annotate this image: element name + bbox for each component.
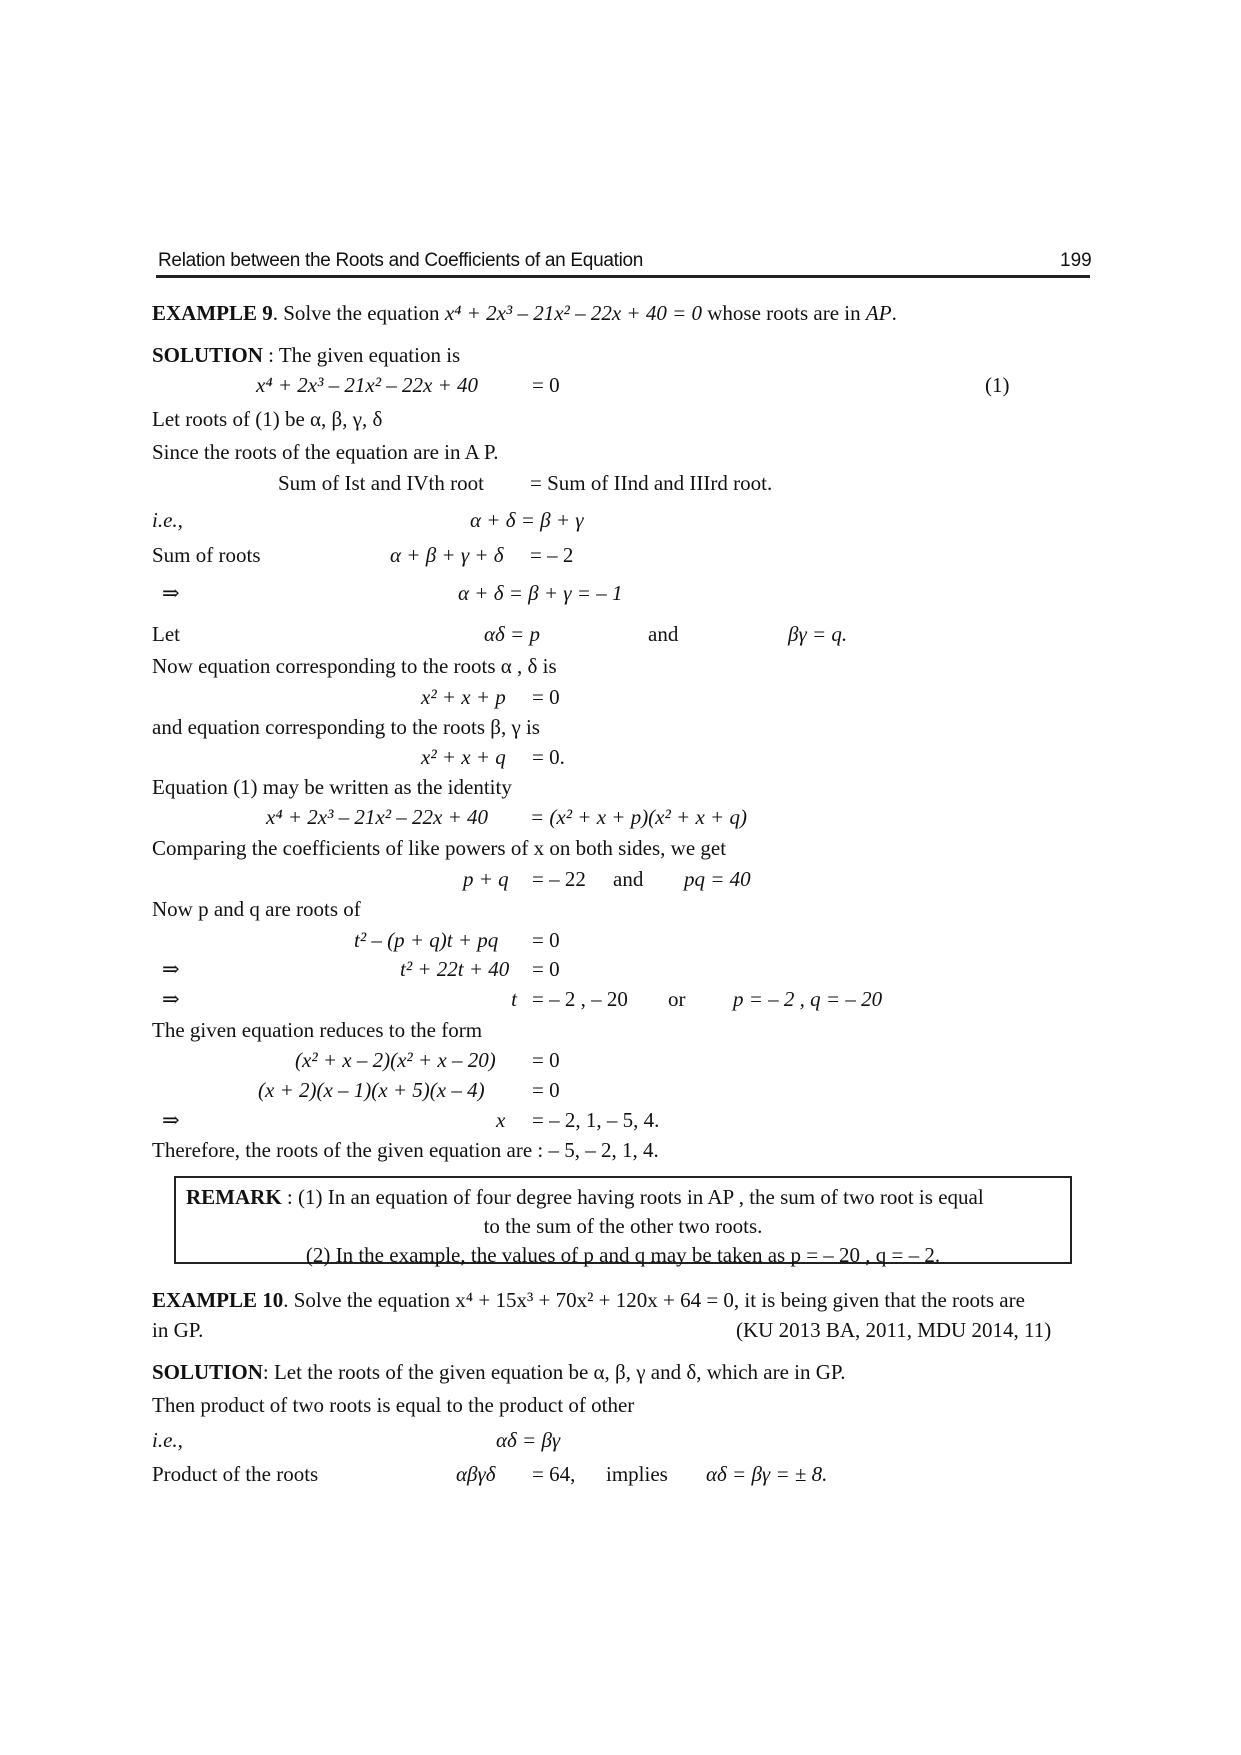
text-line: Now p and q are roots of bbox=[152, 897, 361, 921]
math-line: p = – 2 , q = – 20 bbox=[733, 987, 883, 1011]
math-rhs: = 0. bbox=[532, 745, 565, 769]
math-rhs: = – 2 , – 20 bbox=[532, 987, 628, 1011]
equation-number-1: (1) bbox=[985, 373, 1010, 397]
example-10-label: EXAMPLE 10 bbox=[152, 1288, 284, 1312]
math-line: pq = 40 bbox=[684, 867, 751, 891]
math-rhs: = 0 bbox=[532, 685, 560, 709]
solution-label: SOLUTION bbox=[152, 1360, 263, 1384]
let-label: Let bbox=[152, 622, 180, 646]
identity-lhs: x⁴ + 2x³ – 21x² – 22x + 40 bbox=[266, 805, 489, 829]
math-line: x² + x + q bbox=[421, 745, 506, 769]
math-line: t² – (p + q)t + pq bbox=[354, 928, 499, 952]
implies-icon: ⇒ bbox=[162, 957, 180, 981]
implies-icon: ⇒ bbox=[162, 987, 180, 1011]
remark-label: REMARK bbox=[186, 1185, 282, 1209]
conclusion-line: Therefore, the roots of the given equation are : – 5, – 2, 1, 4. bbox=[152, 1138, 659, 1162]
solution-label: SOLUTION bbox=[152, 343, 263, 367]
conjunction: and bbox=[648, 622, 679, 646]
math-rhs: = – 2, 1, – 5, 4. bbox=[532, 1108, 660, 1132]
math-line: α + δ = β + γ bbox=[470, 508, 584, 532]
ap-condition-rhs: = Sum of IInd and IIIrd root. bbox=[530, 471, 773, 495]
solution-10-heading: SOLUTION: Let the roots of the given equation be α, β, γ and δ, which are in GP. bbox=[152, 1360, 846, 1384]
solution-9-heading: SOLUTION : The given equation is bbox=[152, 343, 461, 367]
running-header-title: Relation between the Roots and Coefficients of an Equation bbox=[158, 250, 644, 271]
example-10-statement-cont: in GP. bbox=[152, 1318, 204, 1342]
example-9-label: EXAMPLE 9 bbox=[152, 301, 273, 325]
sum-of-roots-label: Sum of roots bbox=[152, 543, 261, 567]
header-rule bbox=[156, 275, 1090, 278]
math-rhs: = – 22 bbox=[532, 867, 586, 891]
text-line: and equation corresponding to the roots β, γ is bbox=[152, 715, 540, 739]
math-line: α + δ = β + γ = – 1 bbox=[458, 581, 623, 605]
math-line: p + q bbox=[463, 867, 509, 891]
math-line: x² + x + p bbox=[421, 685, 506, 709]
remark-line-3: (2) In the example, the values of p and q may be taken as p = – 20 , q = – 2. bbox=[305, 1243, 941, 1267]
math-line: t² + 22t + 40 bbox=[400, 957, 510, 981]
remark-box bbox=[174, 1176, 1072, 1267]
text-line: Since the roots of the equation are in A P. bbox=[152, 440, 499, 464]
math-rhs: = – 2 bbox=[530, 543, 574, 567]
math-rhs: = 64, bbox=[532, 1462, 576, 1486]
equation-1-lhs: x⁴ + 2x³ – 21x² – 22x + 40 bbox=[256, 373, 479, 397]
math-line: (x² + x – 2)(x² + x – 20) bbox=[295, 1048, 496, 1072]
text-line: The given equation reduces to the form bbox=[152, 1018, 483, 1042]
example-9-statement: EXAMPLE 9. Solve the equation x⁴ + 2x³ – 21x² – 22x + 40 = 0 whose roots are in AP. bbox=[152, 301, 897, 325]
product-label: Product of the roots bbox=[152, 1462, 319, 1486]
remark-line-2: to the sum of the other two roots. bbox=[483, 1214, 763, 1238]
page-number: 199 bbox=[1060, 250, 1092, 271]
math-rhs: = 0 bbox=[532, 1078, 560, 1102]
implies-icon: ⇒ bbox=[162, 581, 180, 605]
math-line: βγ = q. bbox=[788, 622, 848, 646]
math-line: t bbox=[511, 987, 517, 1011]
text-line: Equation (1) may be written as the identity bbox=[152, 775, 512, 799]
identity-rhs: = (x² + x + p)(x² + x + q) bbox=[530, 805, 747, 829]
ap-condition-lhs: Sum of Ist and IVth root bbox=[278, 471, 484, 495]
math-rhs: = 0 bbox=[532, 928, 560, 952]
example-10-statement: EXAMPLE 10. Solve the equation x⁴ + 15x³ + 70x² + 120x + 64 = 0, it is being given that the roots are bbox=[152, 1288, 1025, 1312]
math-line: αδ = βγ bbox=[496, 1428, 561, 1452]
conjunction: implies bbox=[606, 1462, 668, 1486]
math-rhs: = 0 bbox=[532, 1048, 560, 1072]
implies-icon: ⇒ bbox=[162, 1108, 180, 1132]
math-line: αδ = βγ = ± 8. bbox=[706, 1462, 828, 1486]
math-line: αδ = p bbox=[484, 622, 540, 646]
math-rhs: = 0 bbox=[532, 957, 560, 981]
math-line: α + β + γ + δ bbox=[390, 543, 504, 567]
math-line: αβγδ bbox=[456, 1462, 496, 1486]
conjunction: and bbox=[613, 867, 644, 891]
math-line: (x + 2)(x – 1)(x + 5)(x – 4) bbox=[258, 1078, 485, 1102]
ie-label: i.e., bbox=[152, 1428, 183, 1452]
example-10-reference: (KU 2013 BA, 2011, MDU 2014, 11) bbox=[736, 1318, 1052, 1342]
text-line: Comparing the coefficients of like powers of x on both sides, we get bbox=[152, 836, 727, 860]
conjunction: or bbox=[668, 987, 686, 1011]
remark-line-1: REMARK : (1) In an equation of four degree having roots in AP , the sum of two root is equal bbox=[186, 1185, 984, 1209]
text-line: Then product of two roots is equal to the product of other bbox=[152, 1393, 635, 1417]
example-9-equation: x⁴ + 2x³ – 21x² – 22x + 40 = 0 bbox=[444, 301, 703, 325]
math-line: x bbox=[496, 1108, 506, 1132]
ie-label: i.e., bbox=[152, 508, 183, 532]
text-line: Let roots of (1) be α, β, γ, δ bbox=[152, 407, 383, 431]
equation-1-rhs: = 0 bbox=[532, 373, 560, 397]
text-line: Now equation corresponding to the roots α , δ is bbox=[152, 654, 557, 678]
